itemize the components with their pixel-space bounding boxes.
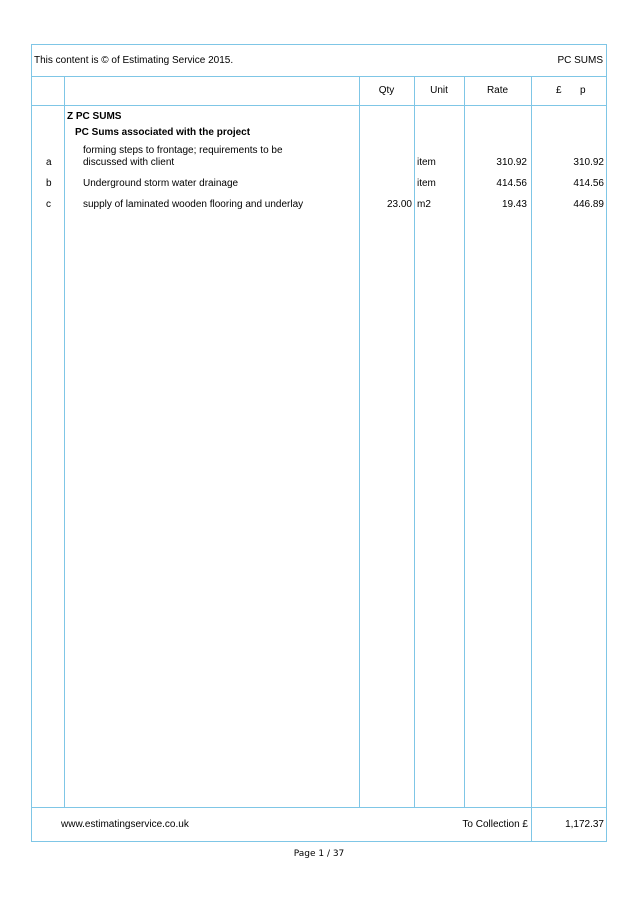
item-amount-b: 414.56 <box>573 178 604 189</box>
subsection-title: PC Sums associated with the project <box>75 127 251 138</box>
header-divider <box>31 76 607 77</box>
item-ref-a: a <box>46 157 52 168</box>
rate-column-line <box>464 76 465 807</box>
column-header-rate: Rate <box>486 85 509 96</box>
column-header-divider <box>31 105 607 106</box>
website-link[interactable]: www.estimatingservice.co.uk <box>61 819 189 830</box>
section-title: Z PC SUMS <box>67 111 122 122</box>
item-rate-b: 414.56 <box>496 178 527 189</box>
item-unit-c: m2 <box>417 199 431 210</box>
copyright-notice: This content is © of Estimating Service 2015. <box>34 55 234 66</box>
item-amount-a: 310.92 <box>573 157 604 168</box>
qty-column-line <box>359 76 360 807</box>
column-header-qty: Qty <box>378 85 395 96</box>
item-rate-c: 19.43 <box>501 199 527 210</box>
item-description-a-line2: discussed with client <box>83 157 175 168</box>
item-ref-b: b <box>46 178 52 189</box>
item-unit-b: item <box>417 178 436 189</box>
collection-label: To Collection £ <box>462 819 528 830</box>
item-ref-c: c <box>46 199 51 210</box>
section-name: PC SUMS <box>557 55 603 66</box>
item-unit-a: item <box>417 157 436 168</box>
item-amount-c: 446.89 <box>573 199 604 210</box>
footer-divider <box>31 807 607 808</box>
item-description-a-line1: forming steps to frontage; requirements to be <box>83 145 283 156</box>
item-rate-a: 310.92 <box>496 157 527 168</box>
page-number: Page 1 / 37 <box>293 849 345 859</box>
column-header-unit: Unit <box>430 85 448 96</box>
amount-column-line <box>531 76 532 842</box>
item-description-b: Underground storm water drainage <box>83 178 239 189</box>
unit-column-line <box>414 76 415 807</box>
collection-total: 1,172.37 <box>565 819 604 830</box>
column-header-pence: p <box>580 85 586 96</box>
ref-column-line <box>64 76 65 807</box>
column-header-pounds: £ <box>556 85 562 96</box>
item-description-c: supply of laminated wooden flooring and underlay <box>83 199 304 210</box>
item-qty-c: 23.00 <box>386 199 412 210</box>
